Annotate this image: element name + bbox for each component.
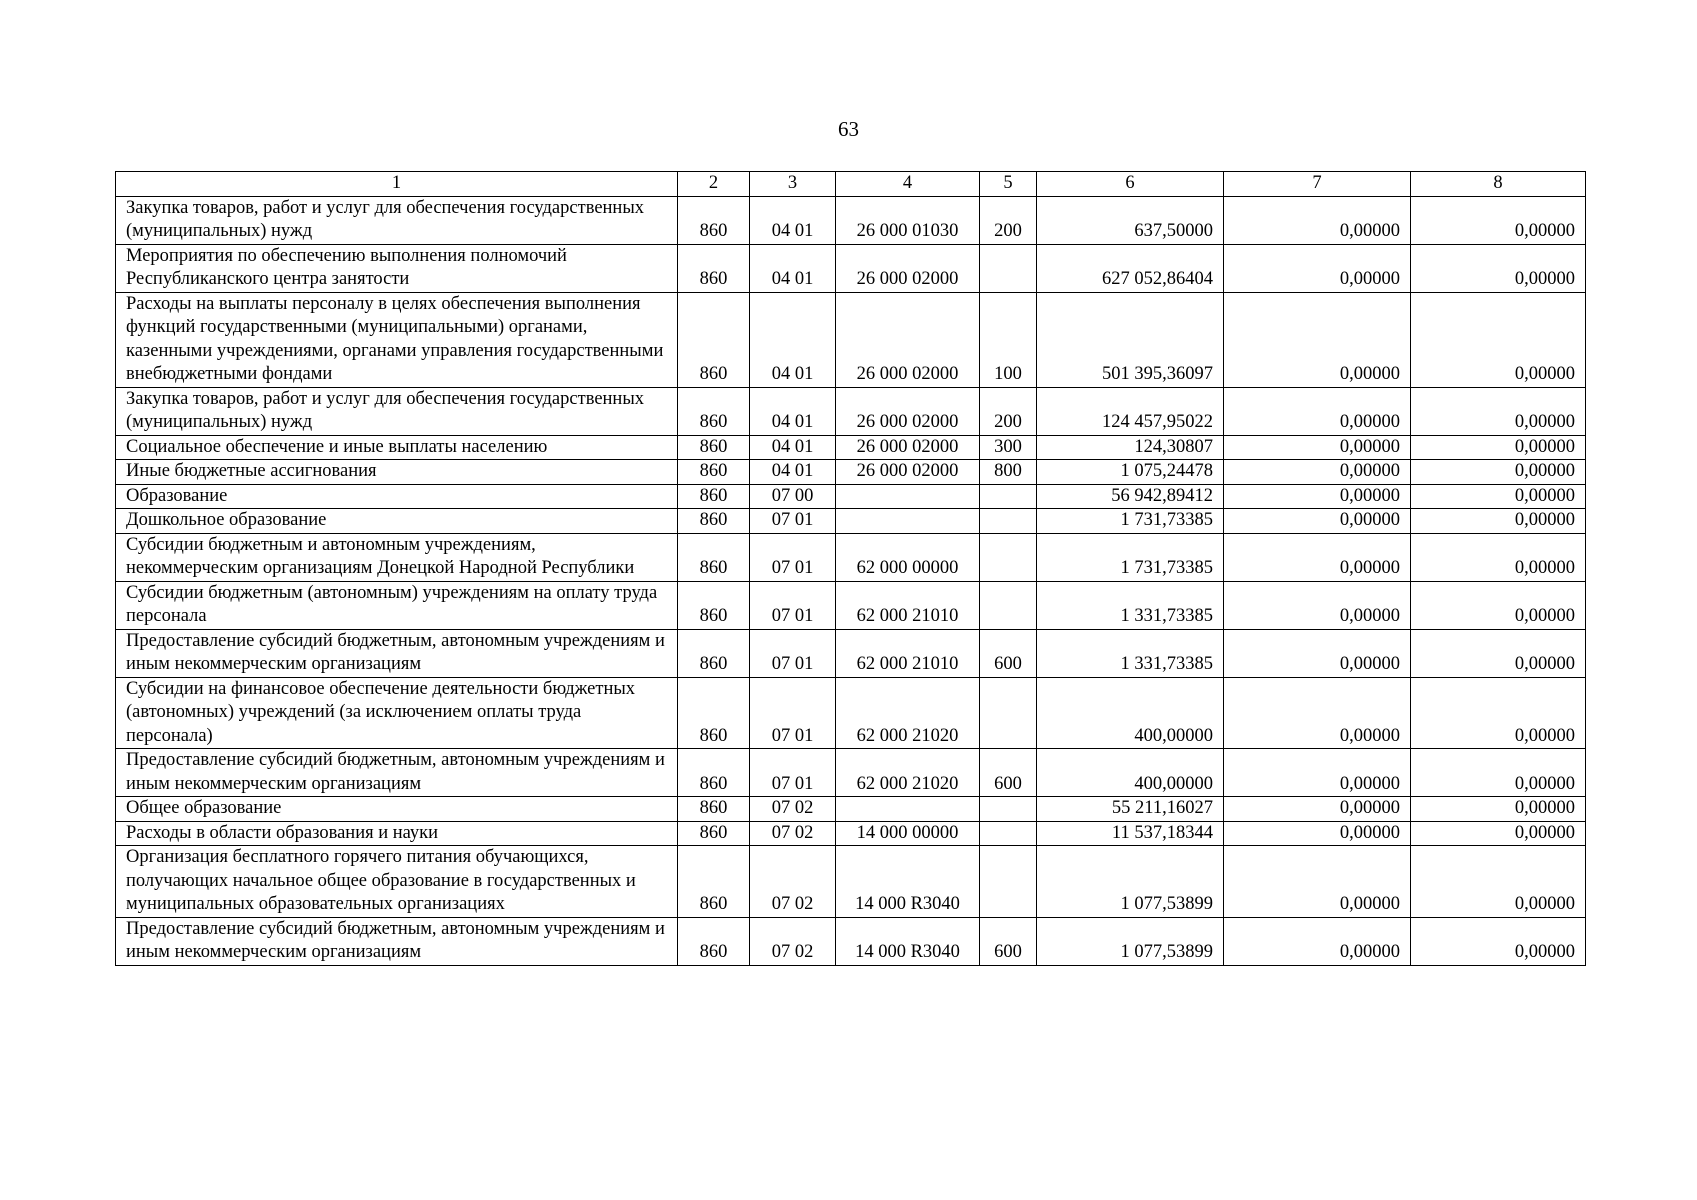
row-name: Расходы на выплаты персоналу в целях обеспечения выполнения функций государственными (муниципальными) органами, казенными учреждениями, органами управления государственными внебюджетными фондами <box>116 292 678 387</box>
table-row <box>116 484 1586 509</box>
row-amount-col8: 0,00000 <box>1411 533 1586 581</box>
row-amount-col6: 1 731,73385 <box>1037 509 1224 534</box>
row-target-article <box>836 509 980 534</box>
row-section-code: 07 02 <box>750 846 836 918</box>
row-amount-col7: 0,00000 <box>1224 581 1411 629</box>
row-expense-type <box>980 677 1037 749</box>
row-dept-code: 860 <box>678 917 750 965</box>
row-name: Организация бесплатного горячего питания обучающихся, получающих начальное общее образование в государственных и муниципальных образовательных организациях <box>116 846 678 918</box>
row-amount-col6: 124,30807 <box>1037 435 1224 460</box>
row-dept-code: 860 <box>678 629 750 677</box>
table-row <box>116 533 1586 581</box>
row-amount-col7: 0,00000 <box>1224 387 1411 435</box>
row-target-article: 62 000 21020 <box>836 749 980 797</box>
row-name: Предоставление субсидий бюджетным, автономным учреждениям и иным некоммерческим организациям <box>116 917 678 965</box>
row-amount-col8: 0,00000 <box>1411 484 1586 509</box>
row-amount-col7: 0,00000 <box>1224 846 1411 918</box>
row-amount-col7: 0,00000 <box>1224 509 1411 534</box>
row-amount-col6: 1 077,53899 <box>1037 917 1224 965</box>
column-header-1: 1 <box>116 172 678 197</box>
row-amount-col8: 0,00000 <box>1411 435 1586 460</box>
row-amount-col7: 0,00000 <box>1224 629 1411 677</box>
column-header-5: 5 <box>980 172 1037 197</box>
row-amount-col7: 0,00000 <box>1224 484 1411 509</box>
row-amount-col6: 1 331,73385 <box>1037 629 1224 677</box>
row-dept-code: 860 <box>678 244 750 292</box>
row-amount-col8: 0,00000 <box>1411 244 1586 292</box>
row-amount-col8: 0,00000 <box>1411 749 1586 797</box>
row-section-code: 04 01 <box>750 196 836 244</box>
table-row <box>116 749 1586 797</box>
row-amount-col8: 0,00000 <box>1411 821 1586 846</box>
column-header-8: 8 <box>1411 172 1586 197</box>
row-amount-col7: 0,00000 <box>1224 821 1411 846</box>
row-amount-col8: 0,00000 <box>1411 387 1586 435</box>
row-expense-type: 200 <box>980 387 1037 435</box>
row-amount-col7: 0,00000 <box>1224 677 1411 749</box>
table-row <box>116 435 1586 460</box>
row-dept-code: 860 <box>678 460 750 485</box>
row-name: Мероприятия по обеспечению выполнения полномочий Республиканского центра занятости <box>116 244 678 292</box>
row-expense-type <box>980 509 1037 534</box>
row-dept-code: 860 <box>678 749 750 797</box>
row-section-code: 07 01 <box>750 533 836 581</box>
row-name: Субсидии бюджетным (автономным) учреждениям на оплату труда персонала <box>116 581 678 629</box>
row-dept-code: 860 <box>678 196 750 244</box>
row-amount-col7: 0,00000 <box>1224 196 1411 244</box>
row-name: Иные бюджетные ассигнования <box>116 460 678 485</box>
row-dept-code: 860 <box>678 821 750 846</box>
row-target-article: 26 000 02000 <box>836 244 980 292</box>
row-target-article: 26 000 02000 <box>836 387 980 435</box>
row-name: Субсидии бюджетным и автономным учреждениям, некоммерческим организациям Донецкой Народной Республики <box>116 533 678 581</box>
row-target-article: 26 000 02000 <box>836 460 980 485</box>
page-number: 63 <box>838 117 859 141</box>
column-header-4: 4 <box>836 172 980 197</box>
row-amount-col6: 55 211,16027 <box>1037 797 1224 822</box>
row-amount-col6: 124 457,95022 <box>1037 387 1224 435</box>
row-target-article: 62 000 21010 <box>836 581 980 629</box>
row-section-code: 04 01 <box>750 292 836 387</box>
row-section-code: 04 01 <box>750 387 836 435</box>
table-row <box>116 387 1586 435</box>
row-amount-col8: 0,00000 <box>1411 509 1586 534</box>
row-name: Дошкольное образование <box>116 509 678 534</box>
row-dept-code: 860 <box>678 509 750 534</box>
row-dept-code: 860 <box>678 435 750 460</box>
column-header-6: 6 <box>1037 172 1224 197</box>
row-amount-col6: 637,50000 <box>1037 196 1224 244</box>
row-section-code: 04 01 <box>750 435 836 460</box>
row-amount-col6: 1 075,24478 <box>1037 460 1224 485</box>
row-target-article: 26 000 01030 <box>836 196 980 244</box>
table-row <box>116 821 1586 846</box>
row-amount-col6: 400,00000 <box>1037 677 1224 749</box>
table-row <box>116 196 1586 244</box>
column-header-2: 2 <box>678 172 750 197</box>
row-dept-code: 860 <box>678 387 750 435</box>
table-row <box>116 509 1586 534</box>
row-amount-col6: 400,00000 <box>1037 749 1224 797</box>
table-row <box>116 581 1586 629</box>
row-target-article: 14 000 00000 <box>836 821 980 846</box>
row-target-article: 14 000 R3040 <box>836 917 980 965</box>
column-header-3: 3 <box>750 172 836 197</box>
row-name: Закупка товаров, работ и услуг для обеспечения государственных (муниципальных) нужд <box>116 387 678 435</box>
row-expense-type <box>980 533 1037 581</box>
row-dept-code: 860 <box>678 846 750 918</box>
row-amount-col8: 0,00000 <box>1411 196 1586 244</box>
row-target-article: 14 000 R3040 <box>836 846 980 918</box>
row-section-code: 07 01 <box>750 581 836 629</box>
row-target-article: 62 000 00000 <box>836 533 980 581</box>
row-dept-code: 860 <box>678 581 750 629</box>
table-row <box>116 244 1586 292</box>
row-target-article: 62 000 21010 <box>836 629 980 677</box>
row-amount-col6: 1 731,73385 <box>1037 533 1224 581</box>
row-dept-code: 860 <box>678 484 750 509</box>
row-amount-col7: 0,00000 <box>1224 533 1411 581</box>
row-amount-col8: 0,00000 <box>1411 460 1586 485</box>
row-expense-type: 600 <box>980 749 1037 797</box>
row-amount-col7: 0,00000 <box>1224 797 1411 822</box>
row-dept-code: 860 <box>678 797 750 822</box>
row-name: Образование <box>116 484 678 509</box>
row-amount-col6: 627 052,86404 <box>1037 244 1224 292</box>
row-name: Общее образование <box>116 797 678 822</box>
row-amount-col6: 1 331,73385 <box>1037 581 1224 629</box>
row-expense-type: 600 <box>980 629 1037 677</box>
row-amount-col6: 1 077,53899 <box>1037 846 1224 918</box>
row-amount-col8: 0,00000 <box>1411 917 1586 965</box>
row-section-code: 07 01 <box>750 749 836 797</box>
row-amount-col7: 0,00000 <box>1224 917 1411 965</box>
row-name: Социальное обеспечение и иные выплаты населению <box>116 435 678 460</box>
row-expense-type: 600 <box>980 917 1037 965</box>
row-section-code: 07 01 <box>750 509 836 534</box>
row-amount-col8: 0,00000 <box>1411 292 1586 387</box>
row-expense-type <box>980 484 1037 509</box>
row-dept-code: 860 <box>678 292 750 387</box>
row-section-code: 04 01 <box>750 244 836 292</box>
row-section-code: 07 02 <box>750 797 836 822</box>
row-section-code: 07 01 <box>750 629 836 677</box>
row-section-code: 07 02 <box>750 917 836 965</box>
row-expense-type: 800 <box>980 460 1037 485</box>
row-amount-col7: 0,00000 <box>1224 749 1411 797</box>
row-section-code: 07 00 <box>750 484 836 509</box>
row-section-code: 07 02 <box>750 821 836 846</box>
row-amount-col8: 0,00000 <box>1411 581 1586 629</box>
row-amount-col7: 0,00000 <box>1224 435 1411 460</box>
header-row <box>116 172 1586 197</box>
row-expense-type <box>980 846 1037 918</box>
table-row <box>116 629 1586 677</box>
row-expense-type: 100 <box>980 292 1037 387</box>
row-amount-col6: 56 942,89412 <box>1037 484 1224 509</box>
table-row <box>116 292 1586 387</box>
row-expense-type <box>980 244 1037 292</box>
table-row <box>116 846 1586 918</box>
row-amount-col8: 0,00000 <box>1411 629 1586 677</box>
row-expense-type <box>980 797 1037 822</box>
row-expense-type: 300 <box>980 435 1037 460</box>
table-row <box>116 677 1586 749</box>
row-target-article: 26 000 02000 <box>836 292 980 387</box>
row-name: Предоставление субсидий бюджетным, автономным учреждениям и иным некоммерческим организациям <box>116 629 678 677</box>
row-name: Закупка товаров, работ и услуг для обеспечения государственных (муниципальных) нужд <box>116 196 678 244</box>
row-target-article: 26 000 02000 <box>836 435 980 460</box>
row-section-code: 07 01 <box>750 677 836 749</box>
table-row <box>116 917 1586 965</box>
row-amount-col8: 0,00000 <box>1411 797 1586 822</box>
row-amount-col6: 501 395,36097 <box>1037 292 1224 387</box>
row-amount-col7: 0,00000 <box>1224 244 1411 292</box>
table-row <box>116 460 1586 485</box>
row-amount-col7: 0,00000 <box>1224 292 1411 387</box>
budget-table <box>115 171 1586 966</box>
row-amount-col7: 0,00000 <box>1224 460 1411 485</box>
row-dept-code: 860 <box>678 533 750 581</box>
row-name: Предоставление субсидий бюджетным, автономным учреждениям и иным некоммерческим организациям <box>116 749 678 797</box>
row-target-article <box>836 797 980 822</box>
table-row <box>116 797 1586 822</box>
row-amount-col8: 0,00000 <box>1411 677 1586 749</box>
row-target-article <box>836 484 980 509</box>
table-body <box>116 196 1586 965</box>
row-dept-code: 860 <box>678 677 750 749</box>
row-name: Расходы в области образования и науки <box>116 821 678 846</box>
row-expense-type <box>980 821 1037 846</box>
column-header-7: 7 <box>1224 172 1411 197</box>
row-amount-col8: 0,00000 <box>1411 846 1586 918</box>
row-amount-col6: 11 537,18344 <box>1037 821 1224 846</box>
row-target-article: 62 000 21020 <box>836 677 980 749</box>
row-expense-type: 200 <box>980 196 1037 244</box>
row-expense-type <box>980 581 1037 629</box>
row-name: Субсидии на финансовое обеспечение деятельности бюджетных (автономных) учреждений (за исключением оплаты труда персонала) <box>116 677 678 749</box>
row-section-code: 04 01 <box>750 460 836 485</box>
